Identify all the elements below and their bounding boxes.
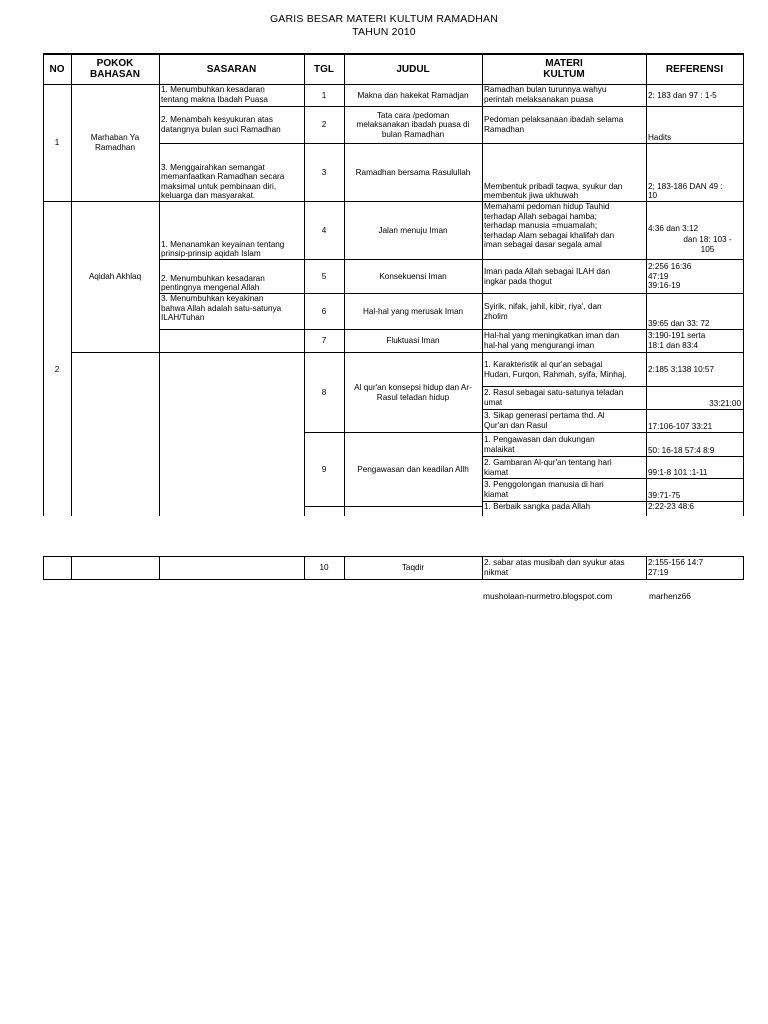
materi-10-2-text: 2. sabar atas musibah dan syukur atas nikmat xyxy=(484,558,625,577)
column-rule xyxy=(646,556,647,580)
tgl-2-text: 2 xyxy=(321,120,327,130)
materi-1-text: Ramadhan bulan turunnya wahyu perintah melaksanakan puasa xyxy=(484,85,607,104)
tgl-1 xyxy=(304,85,344,106)
sasaran-2-text: 2. Menambah kesyukuran atas datangnya bulan suci Ramadhan xyxy=(161,115,281,134)
materi-2-text: Pedoman pelaksanaan ibadah selama Ramadhan xyxy=(484,115,624,134)
referensi-9-3 xyxy=(648,479,741,501)
judul-10-text: Taqdir xyxy=(401,563,425,573)
header-sasaran-text: SASARAN xyxy=(206,63,257,75)
referensi-9-3-text: 39:71-75 xyxy=(648,491,681,501)
tgl-5-text: 5 xyxy=(321,271,327,281)
group-no-1-text: 1 xyxy=(54,138,60,148)
sasaran-5 xyxy=(161,260,302,293)
referensi-4b-text: dan 18: 103 - 105 xyxy=(683,235,732,254)
tgl-5 xyxy=(304,260,344,293)
materi-1 xyxy=(484,85,644,106)
group-no-2-text: 2 xyxy=(54,364,60,374)
table-rule xyxy=(304,506,483,507)
sasaran-5-text: 2. Menumbuhkan kesadaran pentingnya mengenal Allah xyxy=(161,273,265,293)
referensi-2-text: Hadits xyxy=(648,133,672,143)
header-pokok-bahasan-text: POKOK BAHASAN xyxy=(90,58,140,80)
materi-3 xyxy=(484,144,644,201)
tgl-8 xyxy=(304,353,344,432)
sasaran-4 xyxy=(161,202,302,259)
header-referensi xyxy=(646,54,743,84)
tgl-2 xyxy=(304,107,344,143)
header-no-text: NO xyxy=(49,63,65,75)
materi-4 xyxy=(484,202,644,259)
referensi-7-text: 3:190-191 serta 18:1 dan 83:4 xyxy=(648,331,706,350)
judul-2-text: Tata cara /pedoman melaksanakan ibadah puasa di bulan Ramadhan xyxy=(356,110,470,139)
referensi-9-1-text: 50: 16-18 57:4 8:9 xyxy=(648,446,715,456)
referensi-9-2 xyxy=(648,457,741,478)
tgl-6 xyxy=(304,294,344,329)
materi-9-1-text: 1. Pengawasan dan dukungan malaikat xyxy=(484,434,595,454)
materi-7 xyxy=(484,330,644,352)
sasaran-2 xyxy=(161,107,302,143)
referensi-5 xyxy=(648,260,741,293)
judul-7 xyxy=(346,330,480,352)
column-rule xyxy=(482,53,483,516)
column-rule xyxy=(71,556,72,580)
materi-3-text: Membentuk pribadi taqwa, syukur dan membentuk jiwa ukhuwah xyxy=(484,181,623,201)
column-rule xyxy=(482,556,483,580)
referensi-9-1 xyxy=(648,433,741,456)
materi-10-1 xyxy=(484,502,644,514)
referensi-9-2-text: 99:1-8 101 :1-11 xyxy=(648,468,708,478)
column-rule xyxy=(344,556,345,580)
tgl-4 xyxy=(304,202,344,259)
judul-4-text: Jalan menuju Iman xyxy=(378,225,448,235)
header-pokok-bahasan xyxy=(71,54,159,84)
judul-9-text: Pengawasan dan keadilan Allh xyxy=(357,464,469,474)
header-tgl-text: TGL xyxy=(314,63,334,75)
referensi-8-1 xyxy=(648,353,741,386)
materi-9-3-text: 3. Penggolongan manusia di hari kiamat xyxy=(484,480,604,499)
table-bottom-rule xyxy=(43,579,744,580)
tgl-9-text: 9 xyxy=(321,464,327,474)
materi-5-text: Iman pada Allah sebagai ILAH dan ingkar pada thogut xyxy=(484,266,611,286)
judul-7-text: Fluktuasi Iman xyxy=(386,336,440,346)
header-materi-kultum xyxy=(482,54,646,84)
materi-8-1 xyxy=(484,353,644,386)
tgl-4-text: 4 xyxy=(321,225,327,235)
judul-1-text: Makna dan hakekat Ramadjan xyxy=(357,90,469,100)
referensi-6 xyxy=(648,294,741,329)
materi-8-2-text: 2. Rasul sebagai satu-satunya teladan umat xyxy=(484,388,624,407)
tgl-10-text: 10 xyxy=(319,563,329,573)
header-judul-text: JUDUL xyxy=(396,63,430,75)
referensi-10-2 xyxy=(648,557,741,579)
referensi-8-2-text: 33:21:00 xyxy=(709,399,741,409)
column-rule xyxy=(646,53,647,516)
judul-2 xyxy=(346,107,480,143)
materi-9-2-text: 2. Gambaran Al-qur'an tentang hari kiamat xyxy=(484,457,612,477)
sasaran-3 xyxy=(161,144,302,201)
materi-2 xyxy=(484,107,644,143)
materi-10-1-text: 1. Berbaik sangka pada Allah xyxy=(484,502,591,511)
materi-7-text: Hal-hal yang meningkatkan iman dan hal-hal yang mengurangi iman xyxy=(484,331,620,350)
referensi-8-3-text: 17:106-107 33:21 xyxy=(648,422,713,432)
column-rule xyxy=(344,53,345,516)
judul-6-text: Hal-hal yang merusak Iman xyxy=(362,306,464,316)
referensi-10-1 xyxy=(648,502,741,514)
sasaran-1 xyxy=(161,85,302,106)
group-pokok-1-text: Marhaban Ya Ramadhan xyxy=(90,133,140,152)
referensi-4b xyxy=(674,235,741,257)
header-no xyxy=(43,54,71,84)
judul-3-text: Ramadhan bersama Rasulullah xyxy=(355,167,471,177)
tgl-1-text: 1 xyxy=(321,90,327,100)
referensi-5-text: 2:256 16:36 47:19 39:16-19 xyxy=(648,262,692,291)
header-materi-kultum-text: MATERI KULTUM xyxy=(543,58,585,80)
materi-8-1-text: 1. Karakteristik al qur'an sebagai Hudan, Furqon, Rahmah, syifa, Minhaj. xyxy=(484,359,627,379)
column-rule xyxy=(743,556,744,580)
materi-4-text: Memahami pedoman hidup Tauhid terhadap Allah sebagai hamba; terhadap manusia =muamalah; terhadap Alam sebagai khalifah dan iman sebagai dasar segala amal xyxy=(484,202,615,250)
tgl-3-text: 3 xyxy=(321,167,327,177)
judul-5-text: Konsekuensi Iman xyxy=(379,271,447,281)
group-no-1 xyxy=(43,85,71,201)
column-rule xyxy=(43,556,44,580)
group-pokok-1 xyxy=(71,85,159,201)
judul-6 xyxy=(346,294,480,329)
referensi-7 xyxy=(648,330,741,352)
judul-4 xyxy=(346,202,480,259)
tgl-7 xyxy=(304,330,344,352)
materi-10-2 xyxy=(484,557,644,579)
header-tgl xyxy=(304,54,344,84)
column-rule xyxy=(743,53,744,516)
column-rule xyxy=(159,556,160,580)
materi-8-3 xyxy=(484,410,644,432)
column-rule xyxy=(159,53,160,516)
sasaran-1-text: 1. Menumbuhkan kesadaran tentang makna Ibadah Puasa xyxy=(161,85,268,104)
header-sasaran xyxy=(159,54,304,84)
judul-1 xyxy=(346,85,480,106)
judul-8-text: Al qur'an konsepsi hidup dan Ar- Rasul teladan hidup xyxy=(354,382,472,402)
header-judul xyxy=(344,54,482,84)
judul-10 xyxy=(346,557,480,579)
judul-5 xyxy=(346,260,480,293)
referensi-4-text: 4:36 dan 3:12 xyxy=(648,224,699,233)
group-pokok-2 xyxy=(71,202,159,352)
group-no-2 xyxy=(43,202,71,537)
referensi-8-2 xyxy=(648,387,741,409)
tgl-7-text: 7 xyxy=(321,336,327,346)
tgl-3 xyxy=(304,144,344,201)
referensi-3-text: 2; 183-186 DAN 49 : 10 xyxy=(648,181,723,201)
referensi-3 xyxy=(648,144,741,201)
judul-3 xyxy=(346,144,480,201)
sasaran-6-text: 3. Menumbuhkan keyakinan bahwa Allah adalah satu-satunya ILAH/Tuhan xyxy=(161,294,282,323)
referensi-8-1-text: 2:185 3:138 10:57 xyxy=(648,364,715,374)
footer-site: musholaan-nurmetro.blogspot.com xyxy=(483,591,613,601)
materi-9-2 xyxy=(484,457,644,478)
referensi-6-text: 39:65 dan 33: 72 xyxy=(648,319,710,329)
document-title: GARIS BESAR MATERI KULTUM RAMADHAN xyxy=(269,13,499,25)
referensi-1 xyxy=(648,85,741,106)
tgl-8-text: 8 xyxy=(321,387,327,397)
referensi-2 xyxy=(648,107,741,143)
group-pokok-2-text: Aqidah Akhlaq xyxy=(88,272,142,282)
judul-9 xyxy=(346,433,480,506)
materi-9-3 xyxy=(484,479,644,501)
footer-author: marhenz66 xyxy=(649,591,691,601)
tgl-6-text: 6 xyxy=(321,306,327,316)
materi-9-1 xyxy=(484,433,644,456)
referensi-10-2-text: 2:155-156 14:7 27:19 xyxy=(648,558,704,577)
header-referensi-text: REFERENSI xyxy=(665,63,724,75)
document-subtitle: TAHUN 2010 xyxy=(352,26,416,38)
referensi-4 xyxy=(648,224,741,234)
tgl-9 xyxy=(304,433,344,506)
referensi-10-1-text: 2:22-23 48:6 xyxy=(648,502,694,511)
materi-8-3-text: 3. Sikap generasi pertama thd. Al Qur'an dan Rasul xyxy=(484,411,605,430)
materi-6 xyxy=(484,294,644,329)
sasaran-3-text: 3. Menggairahkan semangat memanfaatkan Ramadhan secara maksimal untuk pembinaan diri, keluarga dan masyarakat. xyxy=(161,162,285,201)
sasaran-6 xyxy=(161,294,302,329)
materi-5 xyxy=(484,260,644,293)
sasaran-4-text: 1. Menanamkan keyainan tentang prinsip-prinsip aqidah Islam xyxy=(161,239,285,259)
materi-6-text: Syirik, nifak, jahil, kibir, riya', dan zholim xyxy=(484,301,602,321)
materi-8-2 xyxy=(484,387,644,409)
referensi-8-3 xyxy=(648,410,741,432)
judul-8 xyxy=(346,353,480,432)
tgl-10 xyxy=(304,557,344,579)
referensi-1-text: 2: 183 dan 97 : 1-5 xyxy=(648,90,717,100)
